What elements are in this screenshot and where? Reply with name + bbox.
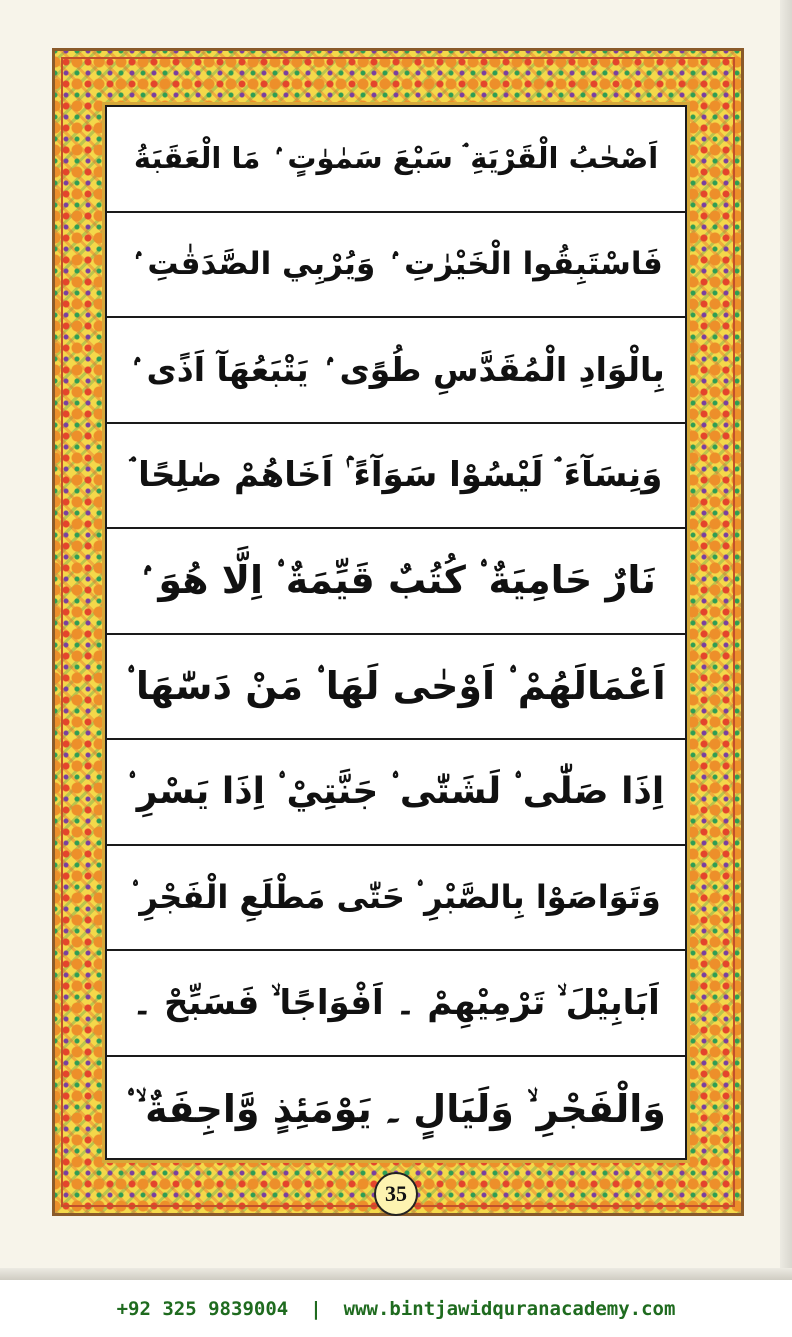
page-number-badge: 35	[374, 1172, 418, 1216]
text-row	[107, 1057, 685, 1163]
text-row	[107, 529, 685, 635]
text-row	[107, 951, 685, 1057]
text-row	[107, 318, 685, 424]
quran-line: اَصْحٰبُ الْقَرْيَةِ ۘ سَبْعَ سَمٰوٰتٍ ۢ مَا الْعَقَبَةُ	[133, 141, 659, 176]
text-row	[107, 635, 685, 741]
quran-line: وَتَوَاصَوْا بِالصَّبْرِ ۟ حَتّٰى مَطْلَعِ الْفَجْرِ ۟	[131, 877, 661, 916]
text-row	[107, 107, 685, 213]
quran-line: وَالْفَجْرِ ۙ وَلَيَالٍ ۔ يَوْمَئِذٍ وَّاجِفَةٌ ۙ ۟	[126, 1086, 666, 1131]
footer-website-link[interactable]: www.bintjawidquranacademy.com	[343, 1297, 676, 1320]
page-bottom-shadow	[0, 1268, 792, 1280]
footer-phone: +92 325 9839004	[116, 1297, 289, 1320]
quran-line: اِذَا صَلّٰى ۟ لَشَتّٰى ۟ جَنَّتِيْ ۟ اِذَا يَسْرِ ۟	[127, 770, 665, 812]
quran-line: فَاسْتَبِقُوا الْخَيْرٰتِ ۢ وَيُرْبِي الصَّدَقٰتِ ۢ	[129, 246, 663, 283]
page-edge-shadow	[780, 0, 792, 1280]
quran-line: اَعْمَالَهُمْ ۟ اَوْحٰى لَهَا ۟ مَنْ دَسّٰهَا ۟	[126, 663, 666, 708]
quran-line: اَبَابِيْلَ ۙ تَرْمِيْهِمْ ۔ اَفْوَاجًا ۙ فَسَبِّحْ ۔	[132, 983, 660, 1024]
text-row	[107, 846, 685, 952]
quran-line: بِالْوَادِ الْمُقَدَّسِ طُوًى ۢ يَتْبَعُهَآ اَذًى ۢ	[127, 350, 665, 390]
text-row	[107, 213, 685, 319]
text-row	[107, 424, 685, 530]
footer-contact-bar	[0, 1280, 792, 1337]
text-panel	[105, 105, 687, 1160]
quran-line: نَارٌ حَامِيَةٌ ۟ كُتُبٌ قَيِّمَةٌ ۟ اِلَّا هُوَ ۢ	[136, 558, 656, 603]
text-row	[107, 740, 685, 846]
quran-line: وَنِسَآءَ ۘ لَيْسُوْا سَوَآءً ۢ اَخَاهُمْ صٰلِحًا ۘ	[129, 455, 663, 496]
footer-separator: |	[310, 1297, 322, 1320]
